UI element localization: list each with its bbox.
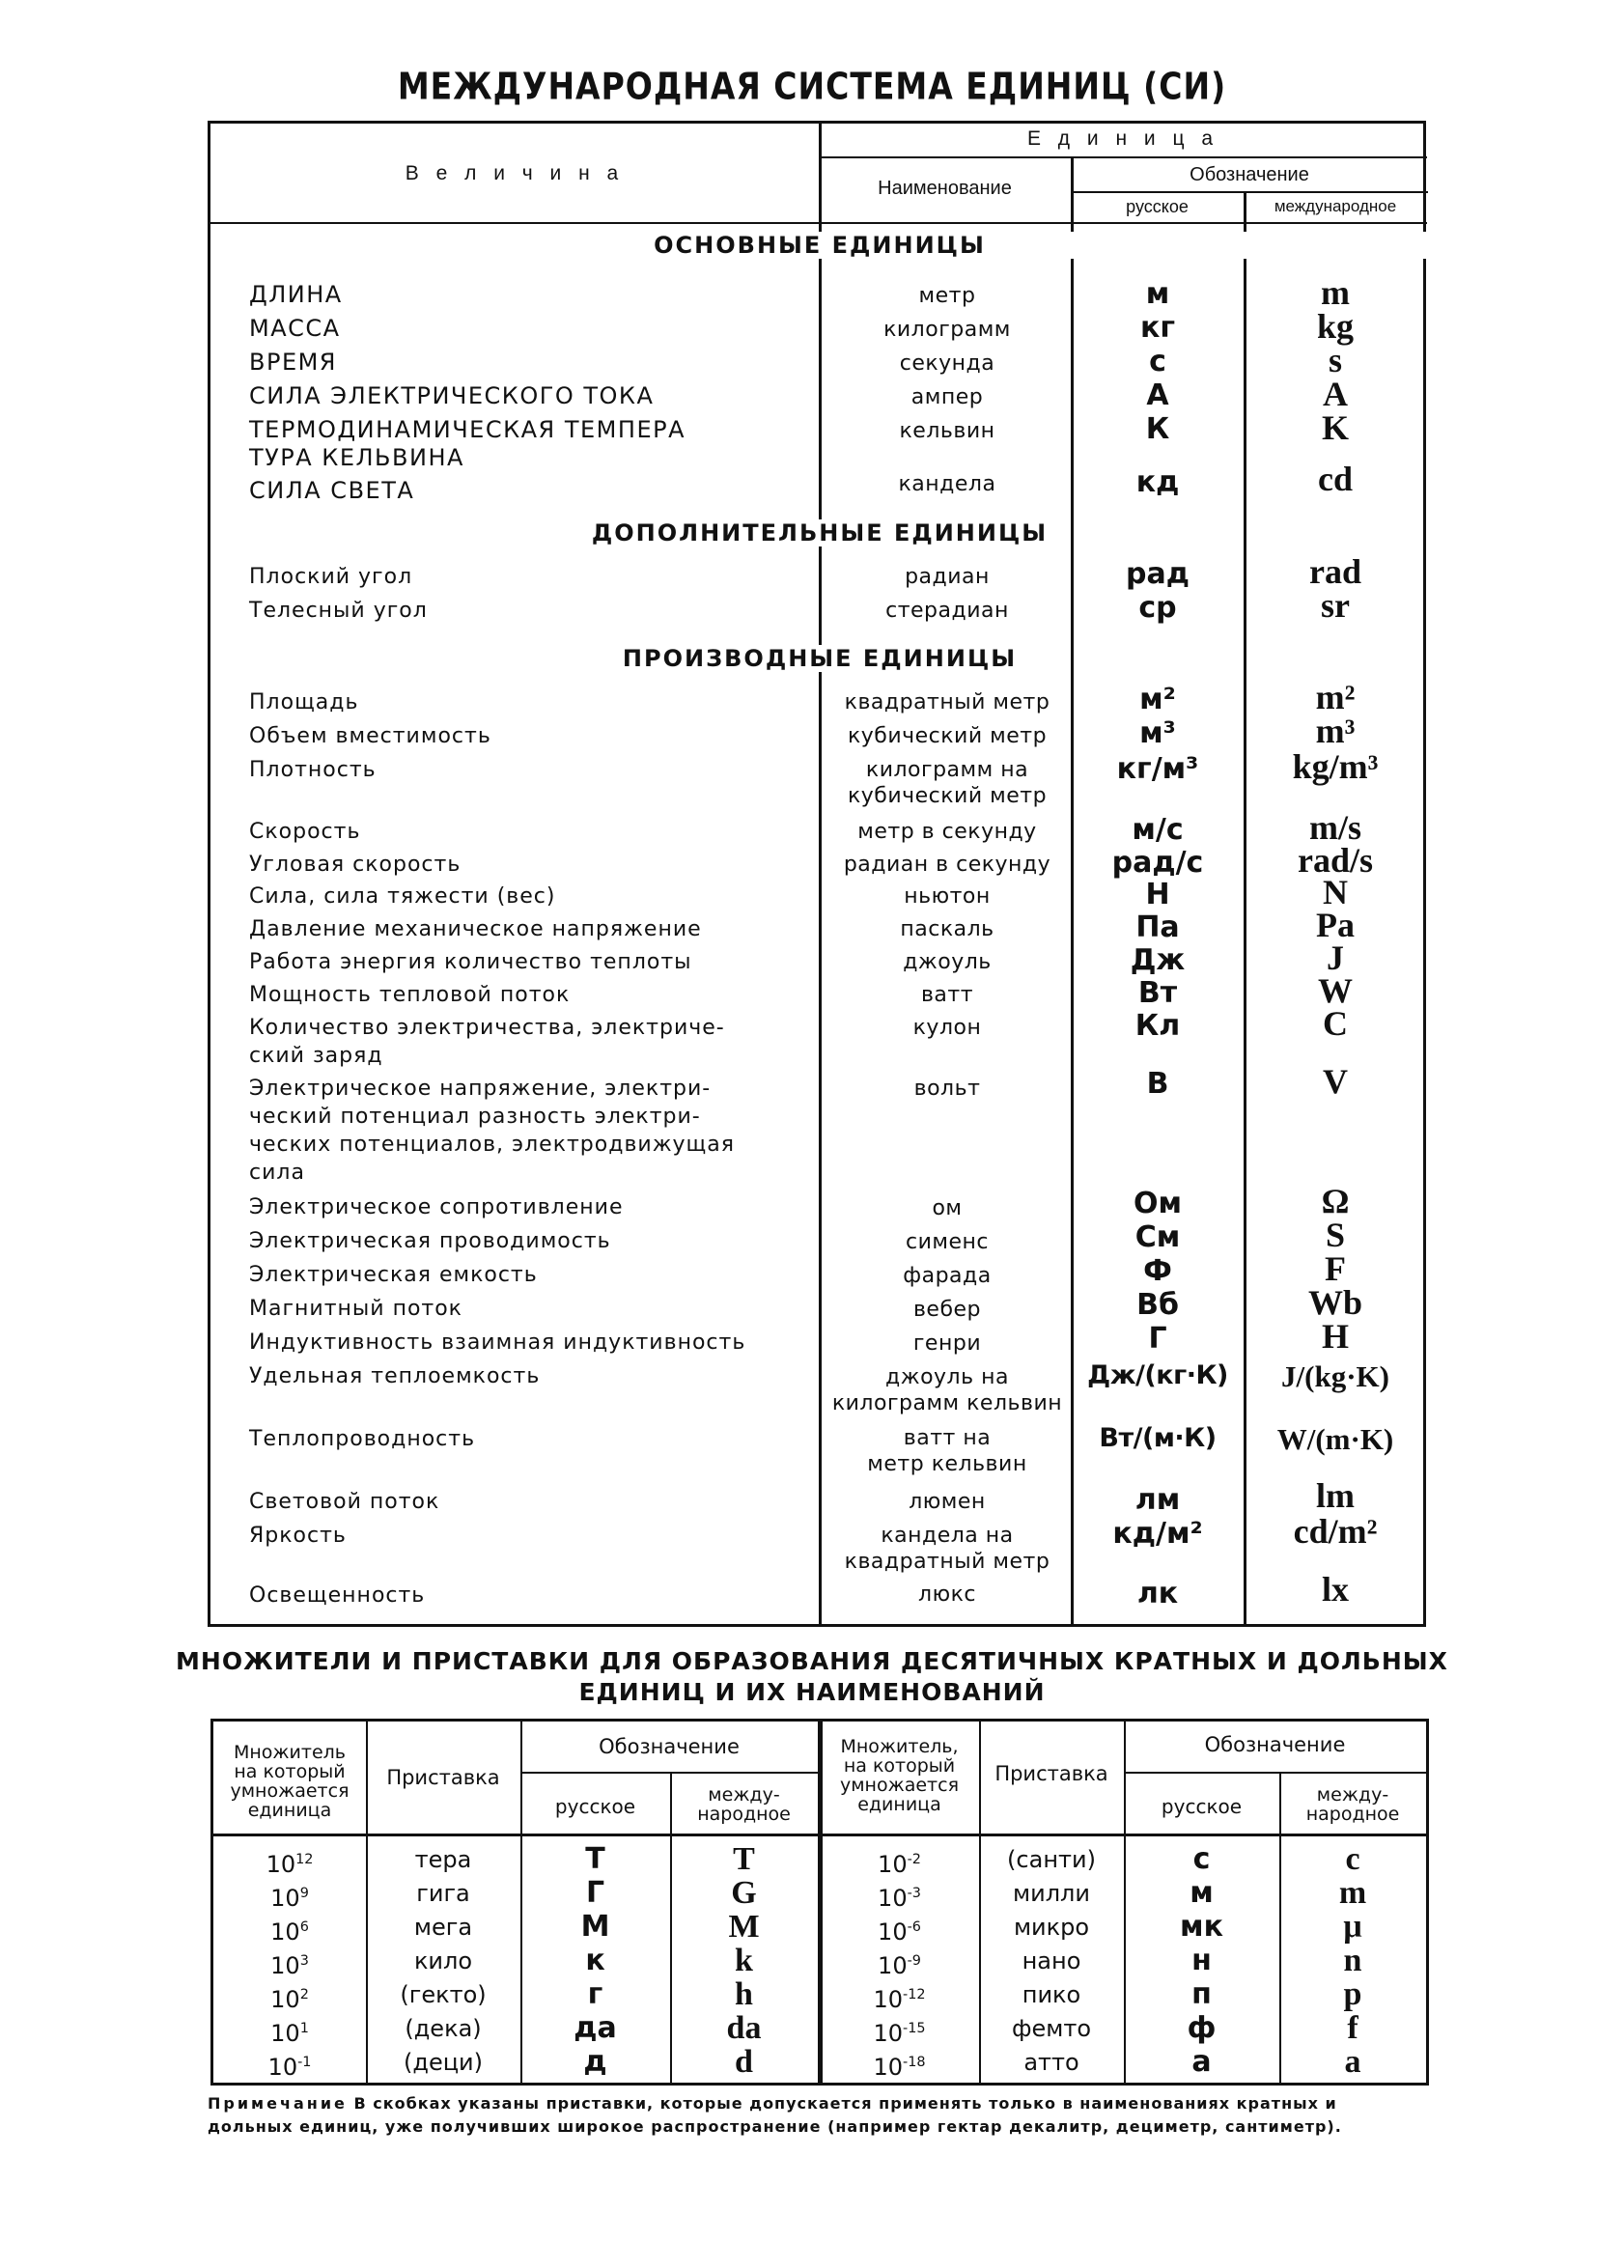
symbol-ru: Вт/(м·К) (1099, 1423, 1217, 1453)
unit-name-cont: квадратный метр (844, 1550, 1050, 1574)
prefix-symbol-intl: M (728, 1909, 760, 1945)
symbol-ru: лк (1136, 1577, 1179, 1610)
symbol-intl: rad (1309, 552, 1361, 591)
symbol-ru: рад/с (1111, 846, 1204, 880)
prefix-symbol-intl: p (1343, 1976, 1362, 2012)
unit-name: кандела на (881, 1524, 1014, 1548)
multiplier: $10^1$ (270, 2020, 309, 2047)
prefix-name: (дека) (405, 2015, 482, 2042)
prefixes-table (210, 1719, 1429, 2086)
prefixes-title-line2: ЕДИНИЦ И ИХ НАИМЕНОВАНИЙ (578, 1678, 1046, 1706)
si-units-table (208, 121, 1426, 1627)
prefix-symbol-intl: da (726, 2010, 762, 2046)
symbol-intl: lx (1321, 1570, 1349, 1609)
prefix-symbol-ru: мк (1180, 1910, 1223, 1944)
header-symbol: Обозначение (1190, 164, 1309, 185)
quantity: Объем вместимость (249, 724, 491, 748)
divider (520, 1772, 818, 1774)
symbol-ru: кг (1139, 311, 1176, 345)
symbol-ru: рад (1126, 557, 1190, 591)
symbol-intl: Ω (1321, 1182, 1350, 1220)
header-prefix-right: Приставка (994, 1762, 1108, 1785)
divider (819, 156, 1427, 158)
prefix-name: атто (1023, 2049, 1079, 2076)
symbol-ru: Кл (1134, 1009, 1181, 1043)
symbol-ru: Ом (1133, 1187, 1183, 1220)
symbol-intl: N (1323, 873, 1348, 911)
symbol-ru: Ф (1143, 1254, 1172, 1288)
quantity: МАССА (249, 315, 341, 342)
prefix-symbol-intl: c (1345, 1841, 1360, 1877)
unit-name: генри (912, 1331, 982, 1356)
prefix-name: (деци) (403, 2049, 484, 2076)
prefix-name: милли (1013, 1880, 1090, 1907)
quantity: Площадь (249, 690, 359, 714)
prefix-symbol-intl: f (1347, 2010, 1358, 2046)
symbol-intl: m (1321, 273, 1350, 312)
multiplier: $10^{-15}$ (873, 2020, 926, 2047)
header-russian-right: русское (1161, 1795, 1243, 1818)
symbol-intl: sr (1321, 586, 1350, 625)
unit-name: кубический метр (847, 724, 1048, 748)
unit-name: килограмм (883, 318, 1011, 342)
multiplier: $10^6$ (270, 1918, 309, 1946)
symbol-ru: кг/м³ (1116, 752, 1199, 786)
symbol-ru: К (1145, 412, 1170, 446)
unit-name-cont: метр кельвин (867, 1452, 1027, 1476)
prefix-symbol-intl: T (733, 1841, 755, 1877)
symbol-intl: Pa (1316, 906, 1355, 944)
unit-name: кандела (898, 472, 996, 496)
multiplier: $10^3$ (270, 1952, 309, 1979)
unit-name: радиан в секунду (843, 853, 1051, 877)
header-intl-right: между- народное (1305, 1784, 1400, 1825)
header-name: Наименование (878, 178, 1012, 199)
unit-name: сименс (905, 1230, 989, 1254)
prefix-symbol-intl: a (1344, 2044, 1361, 2080)
prefix-symbol-ru: М (580, 1910, 610, 1944)
symbol-intl: A (1323, 375, 1348, 413)
quantity: ТЕРМОДИНАМИЧЕСКАЯ ТЕМПЕРА (249, 416, 686, 443)
quantity: СИЛА СВЕТА (249, 477, 415, 504)
symbol-ru: кд (1135, 465, 1180, 499)
prefix-name: мега (413, 1914, 473, 1941)
header-russian-left: русское (554, 1795, 636, 1818)
multiplier: $10^2$ (270, 1986, 309, 2013)
prefix-name: нано (1022, 1947, 1081, 1974)
quantity: Скорость (249, 820, 361, 844)
symbol-ru: Дж/(кг·К) (1087, 1360, 1228, 1390)
prefix-symbol-ru: Г (585, 1876, 605, 1910)
unit-name: килограмм на (865, 758, 1029, 782)
symbol-intl: V (1323, 1062, 1348, 1101)
quantity: СИЛА ЭЛЕКТРИЧЕСКОГО ТОКА (249, 382, 655, 409)
prefix-symbol-ru: к (585, 1944, 605, 1977)
quantity: Электрическая емкость (249, 1263, 538, 1287)
quantity: Индуктивность взаимная индуктивность (249, 1330, 746, 1355)
prefix-symbol-ru: н (1191, 1944, 1212, 1977)
prefixes-title (0, 1646, 1624, 1708)
quantity: Световой поток (249, 1490, 440, 1514)
quantity: Работа энергия количество теплоты (249, 950, 692, 974)
symbol-ru: Вб (1136, 1288, 1179, 1322)
unit-name: метр в секунду (857, 820, 1037, 844)
unit-name: вебер (912, 1298, 982, 1322)
prefix-name: фемто (1011, 2015, 1092, 2042)
unit-name: люмен (909, 1490, 986, 1514)
quantity: Угловая скорость (249, 853, 462, 877)
unit-name: ом (932, 1196, 963, 1220)
unit-name: ампер (910, 385, 984, 409)
symbol-ru: ср (1138, 591, 1177, 625)
section-supplementary: ДОПОЛНИТЕЛЬНЫЕ ЕДИНИЦЫ (210, 519, 1429, 546)
prefix-name: (гекто) (400, 1981, 487, 2008)
footnote-line2: дольных единиц, уже получивших широкое распространение (например гектар декалитр, дециметр, сантиметр). (208, 2117, 1342, 2136)
symbol-ru: м³ (1139, 716, 1176, 750)
quantity: Удельная теплоемкость (249, 1364, 541, 1388)
quantity: Магнитный поток (249, 1297, 462, 1321)
symbol-intl: s (1328, 341, 1342, 379)
symbol-ru: Вт (1137, 976, 1178, 1010)
footnote-label: Примечание (208, 2094, 348, 2113)
unit-name: стерадиан (885, 599, 1009, 623)
symbol-ru: м/с (1132, 813, 1184, 847)
header-multiplier-right: Множитель, на который умножается единица (839, 1736, 960, 1815)
prefix-symbol-intl: G (731, 1875, 757, 1911)
symbol-intl: K (1321, 408, 1349, 447)
quantity: Мощность тепловой поток (249, 983, 571, 1007)
quantity: Телесный угол (249, 599, 428, 623)
prefix-name: кило (413, 1947, 473, 1974)
quantity: Плотность (249, 758, 377, 782)
header-russian: русское (1126, 197, 1189, 216)
symbol-intl: cd (1318, 460, 1353, 498)
symbol-intl: J (1327, 938, 1344, 977)
prefix-symbol-ru: Т (585, 1842, 605, 1876)
quantity-cont: сила (249, 1161, 305, 1185)
header-prefix-left: Приставка (386, 1766, 500, 1789)
symbol-ru: См (1134, 1220, 1181, 1254)
symbol-intl: m² (1315, 678, 1356, 716)
symbol-intl: cd/m² (1293, 1512, 1378, 1551)
header-unit: Е д и н и ц а (1026, 127, 1219, 150)
symbol-intl: H (1321, 1317, 1349, 1356)
symbol-intl: W (1318, 971, 1353, 1010)
multiplier: $10^{-1}$ (267, 2054, 312, 2081)
prefixes-title-line1: МНОЖИТЕЛИ И ПРИСТАВКИ ДЛЯ ОБРАЗОВАНИЯ ДЕСЯТИЧНЫХ КРАТНЫХ И ДОЛЬНЫХ (176, 1647, 1448, 1675)
multiplier: $10^{-9}$ (878, 1952, 921, 1979)
divider (1124, 1772, 1426, 1774)
symbol-intl: C (1323, 1004, 1348, 1043)
prefix-symbol-ru: г (587, 1977, 603, 2011)
symbol-ru: м (1145, 277, 1170, 311)
quantity: Теплопроводность (249, 1427, 476, 1451)
footnote-line1: В скобках указаны приставки, которые допускается применять только в наименованиях кратных и (353, 2094, 1337, 2113)
quantity: Количество электричества, электриче- (249, 1016, 725, 1040)
divider (1071, 191, 1428, 193)
quantity: Плоский угол (249, 565, 413, 589)
section-base: ОСНОВНЫЕ ЕДИНИЦЫ (210, 232, 1429, 259)
multiplier: $10^{-6}$ (878, 1918, 921, 1946)
prefix-name: (санти) (1007, 1846, 1096, 1873)
symbol-ru: Н (1145, 878, 1170, 911)
unit-name: джоуль (903, 950, 992, 974)
quantity-cont: ческих потенциалов, электродвижущая (249, 1133, 735, 1157)
quantity: ВРЕМЯ (249, 349, 337, 376)
symbol-intl: J/(kg·K) (1281, 1359, 1389, 1393)
prefix-name: гига (416, 1880, 470, 1907)
symbol-intl: m³ (1315, 712, 1356, 750)
quantity: Электрическая проводимость (249, 1229, 611, 1253)
header-intl-left: между- народное (697, 1784, 791, 1825)
symbol-intl: F (1325, 1249, 1346, 1288)
prefix-name: тера (414, 1846, 472, 1873)
footnote (208, 2092, 1426, 2139)
symbol-intl: kg (1316, 307, 1355, 346)
prefix-symbol-intl: μ (1343, 1909, 1362, 1945)
prefix-symbol-ru: ф (1187, 2011, 1217, 2045)
unit-name: кельвин (899, 419, 995, 443)
multiplier: $10^{-18}$ (873, 2054, 926, 2081)
prefix-symbol-ru: с (1192, 1842, 1211, 1876)
unit-name: ватт на (903, 1426, 992, 1450)
symbol-ru: Г (1148, 1322, 1167, 1356)
unit-name-cont: килограмм кельвин (831, 1391, 1063, 1415)
symbol-ru: В (1146, 1067, 1169, 1101)
symbol-ru: лм (1134, 1483, 1181, 1517)
prefix-symbol-intl: d (735, 2044, 753, 2080)
page-title: МЕЖДУНАРОДНАЯ СИСТЕМА ЕДИНИЦ (СИ) (397, 65, 1227, 108)
quantity: Освещенность (249, 1583, 426, 1608)
prefix-symbol-intl: n (1343, 1943, 1362, 1978)
header-symbol-right: Обозначение (1204, 1733, 1346, 1756)
header-quantity: В е л и ч и н а (405, 162, 625, 184)
multiplier: $10^{-2}$ (878, 1851, 921, 1878)
symbol-intl: rad/s (1297, 841, 1373, 880)
unit-name: люкс (918, 1582, 976, 1607)
unit-name: ватт (920, 983, 974, 1007)
unit-name: кулон (912, 1016, 982, 1040)
multiplier: $10^{-3}$ (878, 1885, 921, 1912)
symbol-intl: W/(m·K) (1276, 1422, 1394, 1456)
multiplier: $10^{-12}$ (873, 1986, 926, 2013)
header-bottom (210, 222, 1427, 224)
quantity: Электрическое напряжение, электри- (249, 1077, 712, 1101)
prefix-symbol-ru: м (1190, 1876, 1214, 1910)
header-symbol-left: Обозначение (599, 1735, 740, 1758)
unit-name-cont: кубический метр (847, 784, 1048, 808)
unit-name: радиан (905, 565, 990, 589)
multiplier: $10^9$ (270, 1885, 309, 1912)
unit-name: квадратный метр (844, 690, 1050, 714)
symbol-ru: А (1146, 378, 1169, 412)
prefix-symbol-ru: а (1191, 2045, 1212, 2079)
symbol-intl: S (1325, 1216, 1346, 1254)
prefix-symbol-intl: m (1338, 1875, 1367, 1911)
prefix-symbol-ru: д (583, 2045, 607, 2079)
quantity-cont: ТУРА КЕЛЬВИНА (249, 444, 464, 471)
prefix-symbol-intl: h (735, 1976, 753, 2012)
symbol-ru: Па (1135, 910, 1180, 944)
section-derived: ПРОИЗВОДНЫЕ ЕДИНИЦЫ (210, 645, 1429, 672)
symbol-intl: Wb (1307, 1283, 1363, 1322)
header-international: международное (1274, 197, 1397, 215)
symbol-intl: m/s (1309, 808, 1361, 847)
prefix-name: пико (1022, 1981, 1081, 2008)
prefix-symbol-ru: п (1191, 1977, 1212, 2011)
unit-name: джоуль на (885, 1365, 1009, 1389)
quantity: Давление механическое напряжение (249, 917, 702, 941)
unit-name: паскаль (900, 917, 994, 941)
symbol-ru: с (1149, 345, 1166, 378)
quantity: Сила, сила тяжести (вес) (249, 884, 556, 909)
prefix-symbol-ru: да (574, 2011, 617, 2045)
quantity: ДЛИНА (249, 281, 343, 308)
symbol-intl: lm (1316, 1476, 1355, 1515)
symbol-ru: м² (1139, 683, 1176, 716)
unit-name: ньютон (904, 884, 991, 909)
unit-name: вольт (913, 1077, 981, 1101)
symbol-ru: Дж (1130, 943, 1186, 977)
prefix-name: микро (1013, 1914, 1090, 1941)
prefix-symbol-intl: k (735, 1943, 753, 1978)
unit-name: секунда (899, 351, 995, 376)
header-multiplier-left: Множитель на который умножается единица (230, 1742, 350, 1821)
multiplier: $10^{12}$ (266, 1851, 314, 1878)
symbol-intl: kg/m³ (1292, 747, 1379, 786)
quantity-cont: ческий потенциал разность электри- (249, 1105, 701, 1129)
unit-name: метр (918, 284, 976, 308)
symbol-ru: кд/м² (1112, 1517, 1203, 1551)
quantity: Яркость (249, 1524, 347, 1548)
header-bottom (213, 1834, 1426, 1836)
unit-name: фарада (903, 1264, 992, 1288)
quantity-cont: ский заряд (249, 1044, 383, 1068)
quantity: Электрическое сопротивление (249, 1195, 624, 1219)
